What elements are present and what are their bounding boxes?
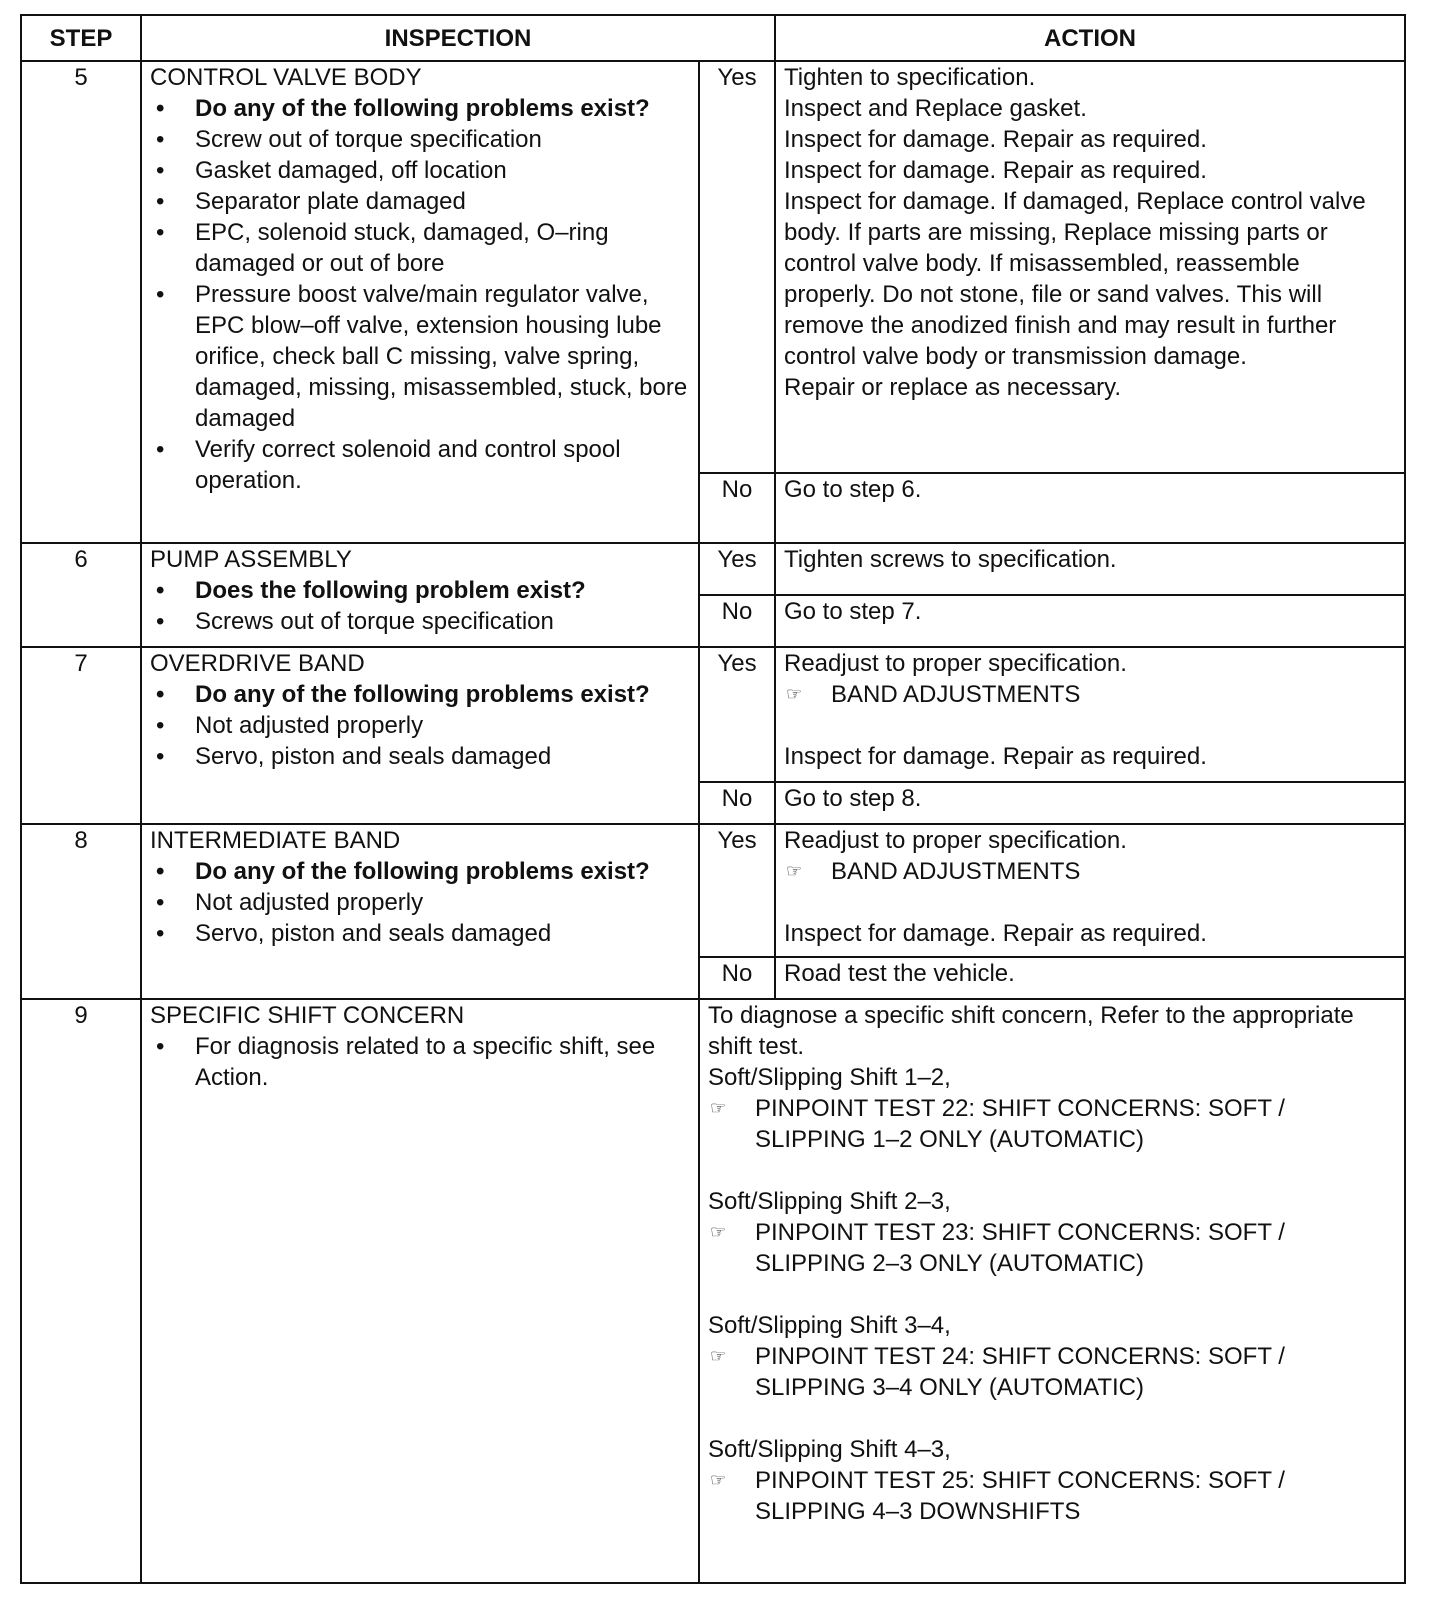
- step-5-item: • Gasket damaged, off location: [150, 155, 690, 186]
- step-7-yes-row: [21, 647, 1405, 782]
- step-8-yes-row: [21, 824, 1405, 957]
- pointing-hand-icon: ☞: [710, 1470, 727, 1490]
- action-line: Inspect for damage. Repair as required.: [784, 157, 1207, 184]
- step-5-item: • Separator plate damaged: [150, 186, 690, 217]
- step-6-yes-row: [21, 543, 1405, 595]
- step-7-title: OVERDRIVE BAND: [150, 650, 365, 677]
- diagnosis-table: [20, 14, 1406, 1584]
- header-step: STEP: [21, 15, 141, 61]
- shift-test-label: Soft/Slipping Shift 4–3,: [708, 1436, 951, 1463]
- step-5-yes-label: Yes: [699, 61, 775, 473]
- pointing-hand-icon: ☞: [786, 861, 803, 881]
- step-5-item: • Verify correct solenoid and control spool operation.: [150, 434, 690, 496]
- shift-test-label: Soft/Slipping Shift 3–4,: [708, 1312, 951, 1339]
- pinpoint-test-reference[interactable]: [708, 1341, 1396, 1403]
- spacer: [784, 710, 1396, 741]
- step-6-item: • Screws out of torque specification: [150, 606, 690, 637]
- action-line: Inspect for damage. Repair as required.: [784, 920, 1207, 947]
- pinpoint-test-reference[interactable]: [708, 1465, 1396, 1527]
- step-7-inspection: [141, 647, 699, 824]
- step-8-no-action: Road test the vehicle.: [775, 957, 1405, 999]
- step-6-question: • Does the following problem exist?: [150, 575, 690, 606]
- step-8-yes-action: [775, 824, 1405, 957]
- action-line: Readjust to proper specification.: [784, 827, 1127, 854]
- reference-text: BAND ADJUSTMENTS: [831, 681, 1081, 708]
- step-number: 5: [21, 61, 141, 543]
- step-number: 8: [21, 824, 141, 999]
- pinpoint-test-reference[interactable]: [708, 1093, 1396, 1155]
- pointing-hand-icon: ☞: [710, 1346, 727, 1366]
- action-line: Inspect for damage. Repair as required.: [784, 743, 1207, 770]
- step-number: 7: [21, 647, 141, 824]
- header-inspection: INSPECTION: [141, 15, 775, 61]
- band-adjustments-reference[interactable]: [784, 856, 1396, 887]
- step-5-item: • EPC, solenoid stuck, damaged, O–ring damaged or out of bore: [150, 217, 690, 279]
- pointing-hand-icon: ☞: [710, 1222, 727, 1242]
- step-number: 9: [21, 999, 141, 1583]
- reference-text: PINPOINT TEST 23: SHIFT CONCERNS: SOFT / SLIPPING 2–3 ONLY (AUTOMATIC): [755, 1219, 1285, 1277]
- step-number: 6: [21, 543, 141, 647]
- step-9-row: [21, 999, 1405, 1583]
- step-6-no-action: Go to step 7.: [775, 595, 1405, 647]
- step-7-no-label: No: [699, 782, 775, 824]
- step-7-yes-action: [775, 647, 1405, 782]
- step-5-inspection: [141, 61, 699, 543]
- step-9-intro: To diagnose a specific shift concern, Refer to the appropriate shift test.: [708, 1002, 1354, 1060]
- shift-test-label: Soft/Slipping Shift 2–3,: [708, 1188, 951, 1215]
- step-7-item: • Not adjusted properly: [150, 710, 690, 741]
- step-5-no-label: No: [699, 473, 775, 543]
- step-5-yes-action: [775, 61, 1405, 473]
- step-5-no-action: Go to step 6.: [775, 473, 1405, 543]
- action-line: Inspect and Replace gasket.: [784, 95, 1087, 122]
- pointing-hand-icon: ☞: [710, 1098, 727, 1118]
- spacer: [708, 1155, 1396, 1186]
- step-8-no-label: No: [699, 957, 775, 999]
- step-5-question: • Do any of the following problems exist?: [150, 93, 690, 124]
- step-5-yes-row: [21, 61, 1405, 473]
- step-7-question: • Do any of the following problems exist?: [150, 679, 690, 710]
- action-line: Tighten to specification.: [784, 64, 1036, 91]
- step-8-item: • Servo, piston and seals damaged: [150, 918, 690, 949]
- reference-text: PINPOINT TEST 24: SHIFT CONCERNS: SOFT / SLIPPING 3–4 ONLY (AUTOMATIC): [755, 1343, 1285, 1401]
- header-row: [21, 15, 1405, 61]
- step-8-yes-label: Yes: [699, 824, 775, 957]
- spacer: [708, 1279, 1396, 1310]
- band-adjustments-reference[interactable]: [784, 679, 1396, 710]
- reference-text: PINPOINT TEST 22: SHIFT CONCERNS: SOFT / SLIPPING 1–2 ONLY (AUTOMATIC): [755, 1095, 1285, 1153]
- header-action: ACTION: [775, 15, 1405, 61]
- step-9-inspection: [141, 999, 699, 1583]
- step-6-no-label: No: [699, 595, 775, 647]
- step-6-yes-action: Tighten screws to specification.: [775, 543, 1405, 595]
- step-8-inspection: [141, 824, 699, 999]
- step-6-title: PUMP ASSEMBLY: [150, 546, 352, 573]
- step-9-title: SPECIFIC SHIFT CONCERN: [150, 1002, 465, 1029]
- step-6-yes-label: Yes: [699, 543, 775, 595]
- reference-text: BAND ADJUSTMENTS: [831, 858, 1081, 885]
- reference-text: PINPOINT TEST 25: SHIFT CONCERNS: SOFT / SLIPPING 4–3 DOWNSHIFTS: [755, 1467, 1285, 1525]
- action-line: Inspect for damage. Repair as required.: [784, 126, 1207, 153]
- step-8-item: • Not adjusted properly: [150, 887, 690, 918]
- shift-test-label: Soft/Slipping Shift 1–2,: [708, 1064, 951, 1091]
- step-8-question: • Do any of the following problems exist?: [150, 856, 690, 887]
- step-6-inspection: [141, 543, 699, 647]
- spacer: [784, 887, 1396, 918]
- pointing-hand-icon: ☞: [786, 684, 803, 704]
- pinpoint-test-reference[interactable]: [708, 1217, 1396, 1279]
- step-7-no-action: Go to step 8.: [775, 782, 1405, 824]
- step-7-yes-label: Yes: [699, 647, 775, 782]
- action-line: Readjust to proper specification.: [784, 650, 1127, 677]
- spacer: [708, 1403, 1396, 1434]
- step-5-title: CONTROL VALVE BODY: [150, 64, 422, 91]
- step-5-item: • Screw out of torque specification: [150, 124, 690, 155]
- action-line: Inspect for damage. If damaged, Replace control valve body. If parts are missing, Replace missing parts or control valve body. If misassembled, reassemble properly. Do not stone, file or sand valves. This will remove the anodized finish and may result in further control valve body or transmission damage.: [784, 188, 1366, 370]
- step-5-item: • Pressure boost valve/main regulator valve, EPC blow–off valve, extension housing lube orifice, check ball C missing, valve spring, damaged, missing, misassembled, stuck, bore damaged: [150, 279, 690, 434]
- action-line: Repair or replace as necessary.: [784, 374, 1122, 401]
- step-8-title: INTERMEDIATE BAND: [150, 827, 401, 854]
- step-9-item: • For diagnosis related to a specific shift, see Action.: [150, 1031, 690, 1093]
- step-7-item: • Servo, piston and seals damaged: [150, 741, 690, 772]
- step-9-action: [699, 999, 1405, 1583]
